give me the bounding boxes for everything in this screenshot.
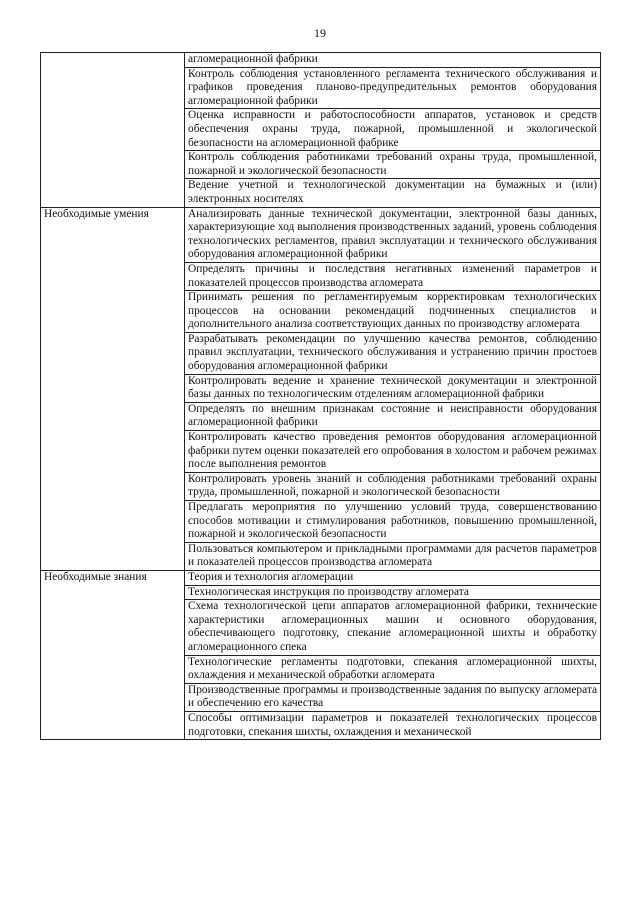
table-cell: Контролировать ведение и хранение технической документации и электронной базы данных по технологическим отделениям агломерационной фабрики — [185, 374, 601, 402]
table-cell: Определять по внешним признакам состояние и неисправности оборудования агломерационной фабрики — [185, 402, 601, 430]
table-cell: Определять причины и последствия негативных изменений параметров и показателей процессов производства агломерата — [185, 262, 601, 290]
table-row — [41, 53, 601, 68]
table-cell: Оценка исправности и работоспособности аппаратов, установок и средств обеспечения охраны труда, пожарной, промышленной и экологической безопасности на агломерационной фабрике — [185, 109, 601, 151]
table-cell: Принимать решения по регламентируемым корректировкам технологических процессов на основании рекомендаций подчиненных специалистов и дополнительного анализа соответствующих данных по производству агломерата — [185, 291, 601, 333]
table-cell: Пользоваться компьютером и прикладными программами для расчетов параметров и показателей процессов производства агломерата — [185, 542, 601, 570]
table-cell: Ведение учетной и технологической документации на бумажных и (или) электронных носителях — [185, 179, 601, 207]
section-label — [41, 53, 185, 208]
table-cell: Схема технологической цепи аппаратов агломерационной фабрики, технические характеристики агломерационных машин и основного оборудования, обеспечивающего подготовку, спекание агломерационной шихты и обработку агломерационного спека — [185, 600, 601, 655]
table-cell: Предлагать мероприятия по улучшению условий труда, совершенствованию способов мотивации и стимулирования работников, повышению промышленной, пожарной и экологической безопасности — [185, 501, 601, 543]
table-row — [41, 207, 601, 262]
table-cell: Теория и технология агломерации — [185, 570, 601, 585]
table-cell: Контролировать качество проведения ремонтов оборудования агломерационной фабрики путем оценки показателей его опробования в холостом и рабочем режимах после выполнения ремонтов — [185, 431, 601, 473]
table-cell: Производственные программы и производственные задания по выпуску агломерата и обеспечению его качества — [185, 683, 601, 711]
table-row — [41, 570, 601, 585]
table-cell: Разрабатывать рекомендации по улучшению качества ремонтов, соблюдению правил эксплуатации, технического обслуживания и устранению причин простоев оборудования агломерационной фабрики — [185, 332, 601, 374]
section-label-skills: Необходимые умения — [41, 207, 185, 570]
table-cell: Способы оптимизации параметров и показателей технологических процессов подготовки, спекания шихты, охлаждения и механической — [185, 711, 601, 739]
table-cell: Контролировать уровень знаний и соблюдения работниками требований охраны труда, промышленной, пожарной и экологической безопасности — [185, 472, 601, 500]
table-cell: Технологическая инструкция по производству агломерата — [185, 585, 601, 600]
section-label-knowledge: Необходимые знания — [41, 570, 185, 739]
table-cell: Анализировать данные технической документации, электронной базы данных, характеризующие ход выполнения производственных заданий, уровень соблюдения технологических регламентов, правил эксплуатации и технического обслуживания оборудования агломерационной фабрики — [185, 207, 601, 262]
table-cell: Контроль соблюдения установленного регламента технического обслуживания и графиков проведения планово-предупредительных ремонтов оборудования агломерационной фабрики — [185, 67, 601, 109]
table-cell: агломерационной фабрики — [185, 53, 601, 68]
competency-table — [40, 52, 601, 740]
table-cell: Контроль соблюдения работниками требований охраны труда, промышленной, пожарной и экологической безопасности — [185, 151, 601, 179]
page-number: 19 — [314, 26, 326, 40]
table-cell: Технологические регламенты подготовки, спекания агломерационной шихты, охлаждения и механической обработки агломерата — [185, 655, 601, 683]
